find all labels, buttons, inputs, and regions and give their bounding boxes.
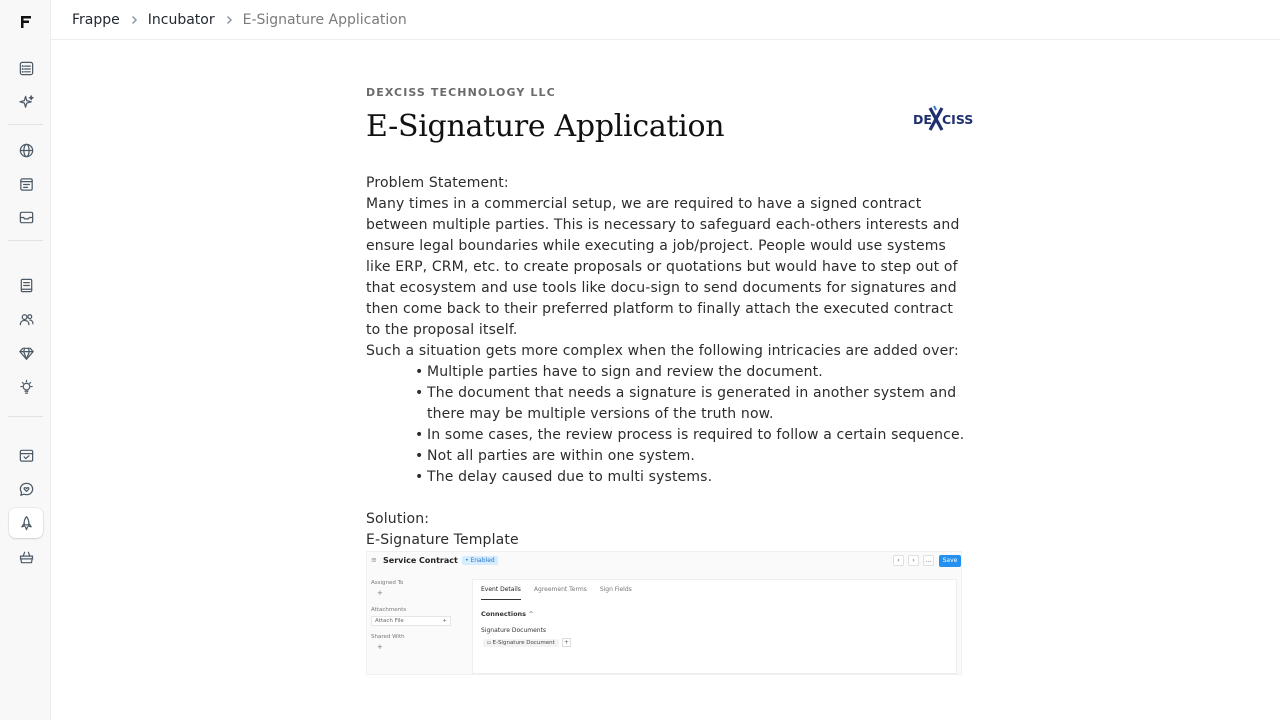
company-name: DEXCISS TECHNOLOGY LLC: [366, 86, 556, 99]
attach-file-field: [371, 616, 451, 626]
intricacies-list: [366, 362, 966, 488]
tab-sign-fields: Sign Fields: [599, 586, 632, 593]
problem-heading: Problem Statement:: [366, 175, 509, 191]
list-item: • The document that needs a signature is generated in another system and there may be multiple versions of the truth now.: [415, 383, 966, 425]
solution-heading: Solution:: [366, 511, 430, 527]
plus-icon: +: [442, 618, 447, 624]
status-badge: • Enabled: [462, 556, 498, 565]
svg-text:CISS: CISS: [942, 112, 974, 127]
chevron-right-icon: ›: [908, 555, 919, 566]
plus-icon: +: [377, 589, 383, 597]
signature-documents-label: Signature Documents: [481, 627, 547, 634]
globe-icon[interactable]: [9, 135, 43, 165]
list-icon[interactable]: [9, 53, 43, 83]
more-icon: …: [923, 555, 934, 566]
calendar-check-icon[interactable]: [9, 440, 43, 470]
chat-heart-icon[interactable]: [9, 474, 43, 504]
breadcrumb-item-frappe[interactable]: Frappe: [72, 11, 120, 28]
article-body: [366, 173, 966, 551]
menu-icon: ≡: [371, 556, 377, 564]
document-icon: ▫: [487, 640, 491, 646]
list-item: • Multiple parties have to sign and review the document.: [415, 362, 966, 383]
chevron-right-icon: [224, 12, 234, 27]
list-item: • Not all parties are within one system.: [415, 446, 966, 467]
sidebar-divider: [8, 416, 43, 417]
assigned-to-label: Assigned To: [371, 580, 404, 586]
sidebar: [0, 0, 51, 720]
screenshot-sidebar: [371, 576, 471, 651]
shared-with-label: Shared With: [371, 634, 405, 640]
solution-screenshot: [366, 551, 962, 675]
company-logo: [912, 104, 974, 134]
screenshot-form: [472, 579, 957, 674]
users-icon[interactable]: [9, 304, 43, 334]
attachments-label: Attachments: [371, 607, 407, 613]
frappe-logo[interactable]: [14, 10, 38, 34]
diamond-icon[interactable]: [9, 338, 43, 368]
chevron-up-icon: ^: [528, 610, 534, 618]
complex-intro: Such a situation gets more complex when the following intricacies are added over:: [366, 343, 959, 359]
plus-icon: +: [563, 639, 570, 646]
breadcrumb-item-current: E-Signature Application: [242, 11, 407, 28]
breadcrumb-item-incubator[interactable]: Incubator: [147, 11, 215, 28]
article: [366, 86, 974, 675]
sparkle-icon[interactable]: [9, 87, 43, 117]
tab-agreement-terms: Agreement Terms: [533, 586, 587, 593]
inbox-icon[interactable]: [9, 202, 43, 232]
chevron-right-icon: [129, 12, 139, 27]
solution-subheading: E-Signature Template: [366, 532, 519, 548]
screenshot-save-button: Save: [939, 555, 961, 567]
document-icon[interactable]: [9, 169, 43, 199]
breadcrumb: [51, 0, 1280, 40]
list-item: • The delay caused due to multi systems.: [415, 467, 966, 488]
sidebar-divider: [8, 124, 43, 125]
book-icon[interactable]: [9, 270, 43, 300]
lightbulb-icon[interactable]: [9, 372, 43, 402]
tab-event-details: Event Details: [481, 586, 521, 600]
connections-heading: Connections ^: [481, 610, 534, 618]
screenshot-title: Service Contract: [383, 556, 458, 565]
sidebar-divider: [8, 240, 43, 241]
screenshot-tabs: [481, 586, 632, 600]
list-item: • In some cases, the review process is required to follow a certain sequence.: [415, 425, 966, 446]
problem-body: Many times in a commercial setup, we are required to have a signed contract between multiple parties. This is necessary to safeguard each-others interests and ensure legal boundaries while executing a job/project. People would use systems like ERP, CRM, etc. to create proposals or quotations but would have to step out of that ecosystem and use tools like docu-sign to send documents for signatures and then come back to their preferred platform to finally attach the executed contract to the proposal itself.: [366, 196, 960, 338]
shopping-basket-icon[interactable]: [9, 542, 43, 572]
plus-icon: +: [377, 643, 383, 651]
page-title: E-Signature Application: [366, 109, 725, 144]
attach-file-label: Attach File: [375, 618, 404, 624]
svg-text:DE: DE: [913, 112, 932, 127]
chevron-left-icon: ‹: [893, 555, 904, 566]
document-chip: ▫ E-Signature Document: [483, 639, 559, 647]
rocket-icon[interactable]: [9, 508, 43, 538]
